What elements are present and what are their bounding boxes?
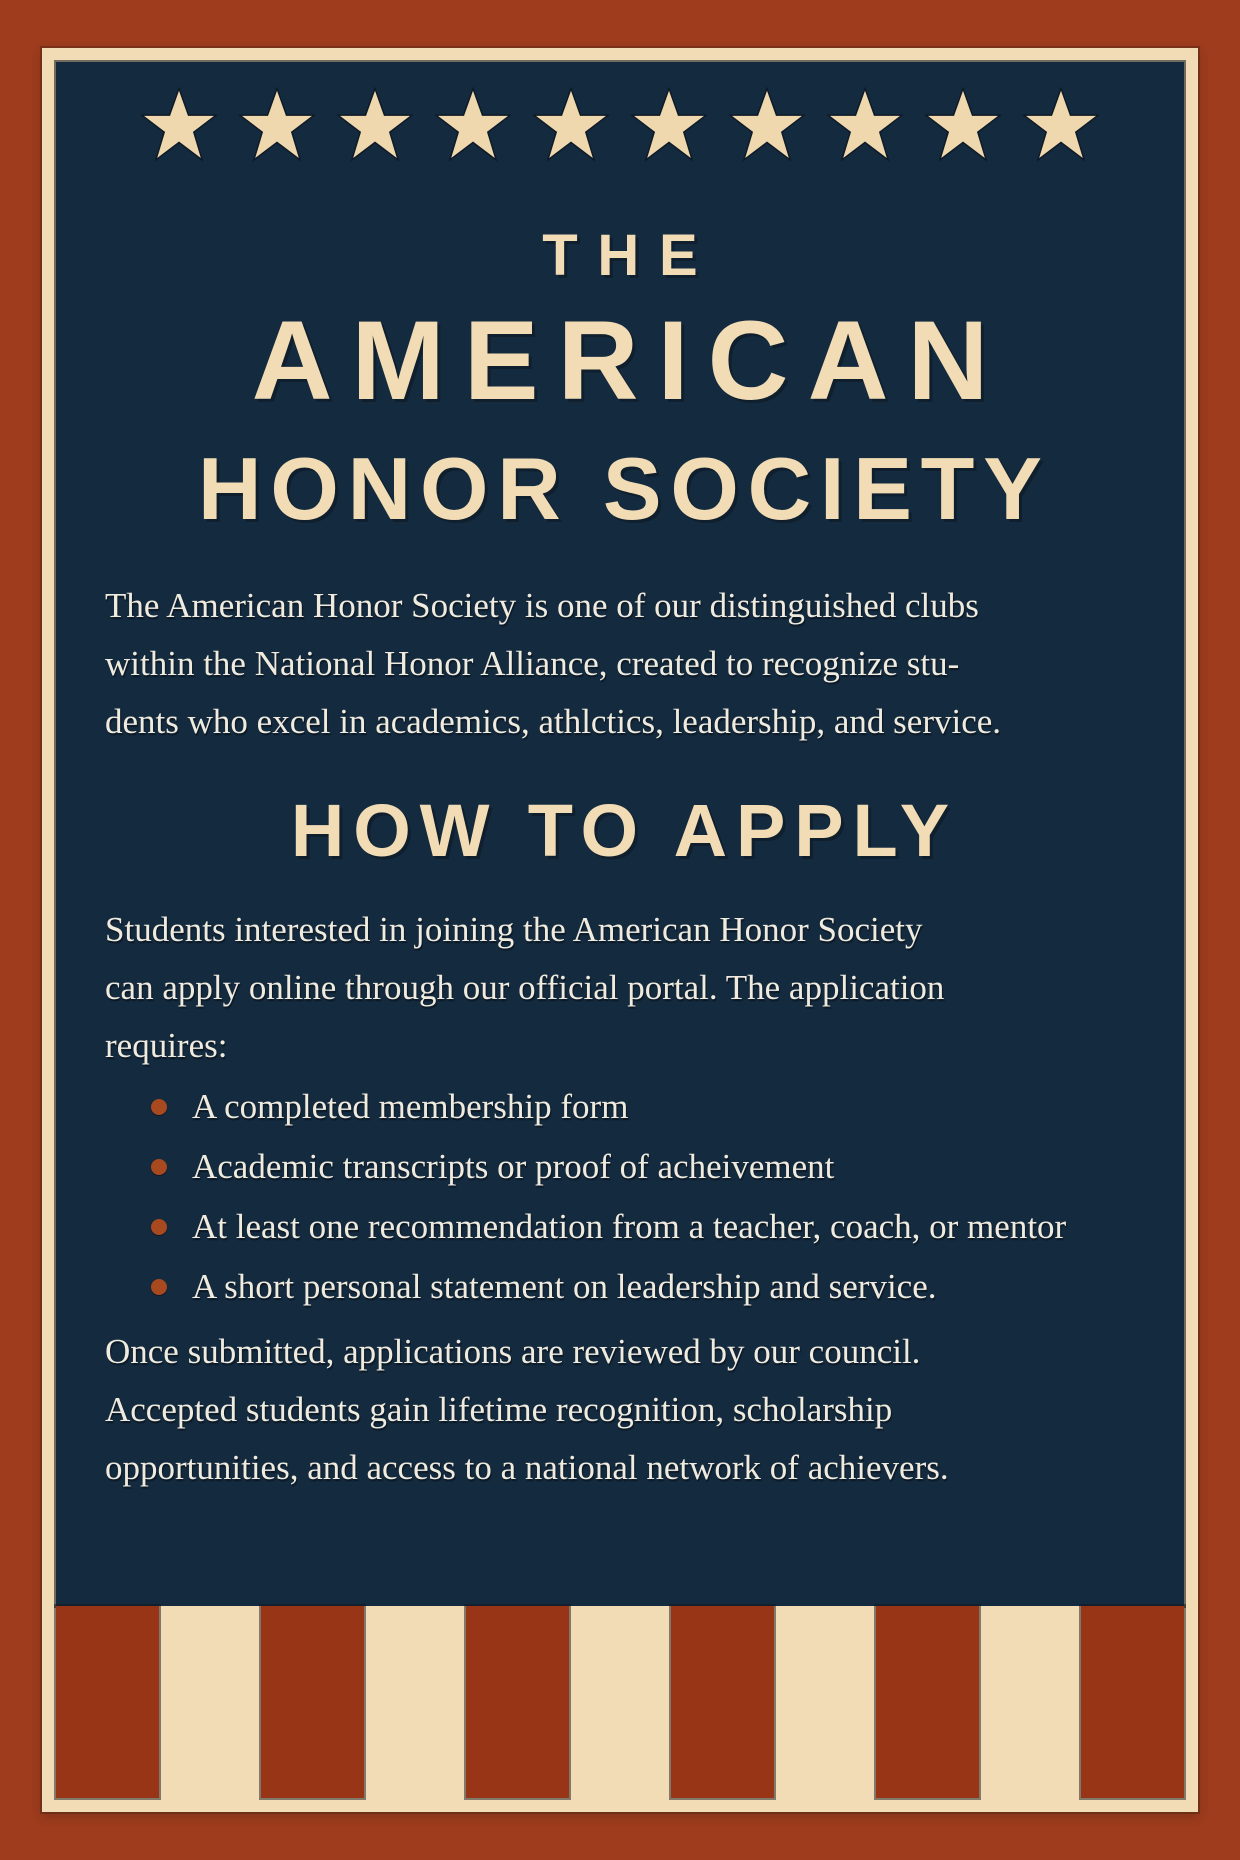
list-item — [105, 1197, 1135, 1257]
apply-line: requires: — [105, 1026, 228, 1065]
list-item-text: A completed membership form — [192, 1087, 629, 1126]
list-item-text: A short personal statement on leadership and service. — [192, 1267, 937, 1306]
stripe-cream — [364, 1606, 467, 1798]
navy-panel — [56, 62, 1184, 1606]
stripe-cream — [569, 1606, 672, 1798]
list-item — [105, 1137, 1135, 1197]
star-icon — [337, 87, 413, 163]
bullet-icon — [151, 1279, 167, 1295]
title-the: THE — [542, 223, 718, 288]
apply-line: can apply online through our official portal. The application — [105, 968, 945, 1007]
stripe-rust — [876, 1606, 979, 1798]
list-item — [105, 1077, 1135, 1137]
star-icon — [435, 87, 511, 163]
stripe-rust — [671, 1606, 774, 1798]
closing-paragraph — [105, 1323, 1135, 1497]
stripe-cream — [159, 1606, 262, 1798]
star-icon — [141, 87, 217, 163]
title-honor-society: HONOR SOCIETY — [198, 439, 1051, 538]
intro-line: The American Honor Society is one of our distinguished clubs — [105, 586, 979, 625]
intro-paragraph — [105, 577, 1135, 751]
title-american: AMERICAN — [251, 298, 1008, 423]
poster-frame — [42, 48, 1198, 1812]
stars-row — [105, 85, 1135, 165]
bullet-icon — [151, 1099, 167, 1115]
star-icon — [533, 87, 609, 163]
how-to-apply-heading: HOW TO APPLY — [290, 789, 958, 872]
stripe-rust — [1081, 1606, 1184, 1798]
stripe-rust — [56, 1606, 159, 1798]
requirements-list — [105, 1077, 1135, 1317]
flag-stripes — [56, 1606, 1184, 1798]
bullet-icon — [151, 1159, 167, 1175]
star-icon — [827, 87, 903, 163]
apply-line: Students interested in joining the American Honor Society — [105, 910, 923, 949]
intro-line: within the National Honor Alliance, created to recognize stu- — [105, 644, 960, 683]
star-icon — [925, 87, 1001, 163]
closing-line: Once submitted, applications are reviewed by our council. — [105, 1332, 921, 1371]
list-item-text: At least one recommendation from a teacher, coach, or mentor — [192, 1207, 1067, 1246]
closing-line: opportunities, and access to a national network of achievers. — [105, 1448, 949, 1487]
star-icon — [729, 87, 805, 163]
apply-paragraph — [105, 901, 1135, 1075]
stripe-rust — [466, 1606, 569, 1798]
list-item-text: Academic transcripts or proof of acheivement — [192, 1147, 835, 1186]
closing-line: Accepted students gain lifetime recognition, scholarship — [105, 1390, 893, 1429]
stripe-rust — [261, 1606, 364, 1798]
intro-line: dents who excel in academics, athlctics, leadership, and service. — [105, 702, 1002, 741]
list-item — [105, 1257, 1135, 1317]
stripe-cream — [774, 1606, 877, 1798]
stripe-cream — [979, 1606, 1082, 1798]
star-icon — [1023, 87, 1099, 163]
star-icon — [239, 87, 315, 163]
bullet-icon — [151, 1219, 167, 1235]
star-icon — [631, 87, 707, 163]
